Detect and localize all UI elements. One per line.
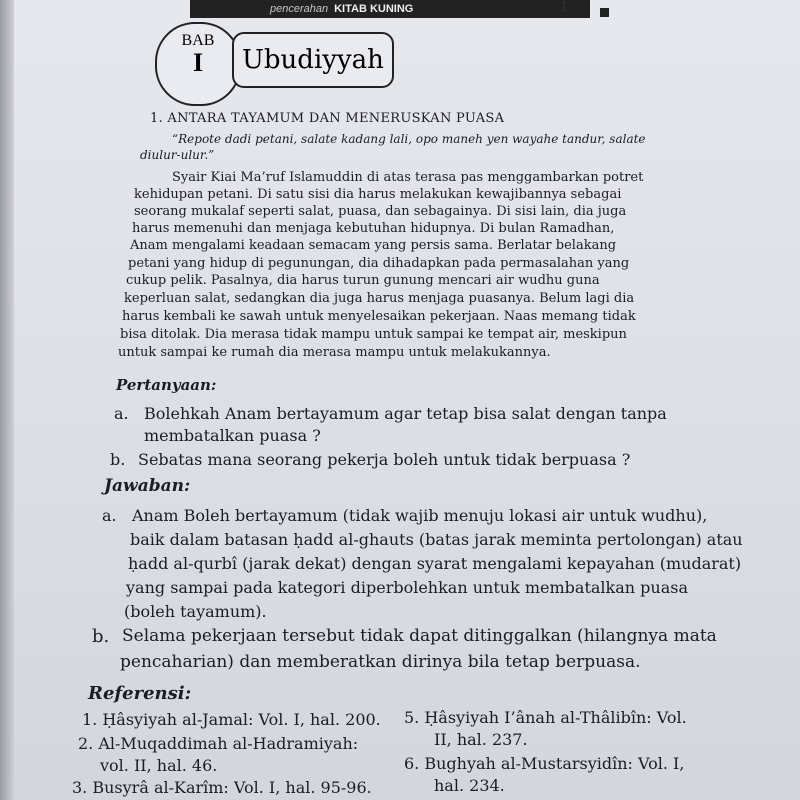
- reference-item: 1. Ḥâsyiyah al-Jamal: Vol. I, hal. 200.: [82, 710, 381, 729]
- chapter-number: I: [192, 48, 204, 77]
- reference-item: 3. Busyrâ al-Karîm: Vol. I, hal. 95-96.: [72, 778, 372, 797]
- paragraph-line: untuk sampai ke rumah dia merasa mampu untuk melakukannya.: [118, 345, 551, 360]
- quote-line: diulur-ulur.”: [140, 148, 215, 162]
- reference-item: 2. Al-Muqaddimah al-Hadramiyah:: [78, 734, 359, 753]
- paragraph-line: Anam mengalami keadaan semacam yang persis sama. Berlatar belakang: [130, 238, 617, 253]
- questions-label: Pertanyaan:: [116, 376, 217, 394]
- answers-label: Jawaban:: [104, 476, 191, 496]
- question-b-marker: b.: [110, 450, 126, 469]
- reference-item: 6. Bughyah al-Mustarsyidîn: Vol. I,: [404, 754, 685, 773]
- answer-b-line: pencaharian) dan memberatkan dirinya bila tetap berpuasa.: [120, 652, 641, 672]
- answer-a-line: yang sampai pada kategori diperbolehkan untuk membatalkan puasa: [126, 578, 688, 597]
- chapter-bab-label: BAB: [181, 32, 215, 49]
- references-label: Referensi:: [88, 683, 192, 704]
- chapter-number-box: [155, 22, 241, 106]
- answer-a-line: Anam Boleh bertayamum (tidak wajib menuju lokasi air untuk wudhu),: [132, 506, 708, 525]
- answer-b-marker: b.: [92, 626, 110, 647]
- section-title: 1. ANTARA TAYAMUM DAN MENERUSKAN PUASA: [150, 111, 505, 126]
- answer-b-line: Selama pekerjaan tersebut tidak dapat ditinggalkan (hilangnya mata: [122, 626, 717, 646]
- answer-a-line: ḥadd al-qurbî (jarak dekat) dengan syarat mengalami kepayahan (mudarat): [128, 554, 742, 573]
- paragraph-line: seorang mukalaf seperti salat, puasa, dan sebagainya. Di sisi lain, dia juga: [134, 204, 627, 219]
- reference-item: II, hal. 237.: [434, 730, 528, 749]
- header-square-ornament: [600, 8, 609, 17]
- chapter-title: Ubudiyyah: [232, 32, 394, 88]
- header-title: KITAB KUNING: [334, 3, 414, 15]
- page-number: 1: [560, 0, 569, 15]
- question-b-line: Sebatas mana seorang pekerja boleh untuk tidak berpuasa ?: [138, 450, 631, 469]
- answer-a-line: baik dalam batasan ḥadd al-ghauts (batas jarak meminta pertolongan) atau: [130, 530, 743, 549]
- answer-a-marker: a.: [102, 506, 117, 525]
- paragraph-line: Syair Kiai Ma’ruf Islamuddin di atas terasa pas menggambarkan potret: [172, 170, 644, 185]
- paragraph-line: kehidupan petani. Di satu sisi dia harus melakukan kewajibannya sebagai: [134, 187, 622, 202]
- reference-item: vol. II, hal. 46.: [100, 756, 218, 775]
- question-a-line: Bolehkah Anam bertayamum agar tetap bisa salat dengan tanpa: [144, 404, 667, 423]
- paragraph-line: cukup pelik. Pasalnya, dia harus turun gunung mencari air wudhu guna: [126, 273, 600, 288]
- paragraph-line: bisa ditolak. Dia merasa tidak mampu untuk sampai ke tempat air, meskipun: [120, 327, 627, 342]
- quote-line: “Repote dadi petani, salate kadang lali, opo maneh yen wayahe tandur, salate: [172, 132, 646, 146]
- reference-item: 5. Ḥâsyiyah I’ânah al-Thâlibîn: Vol.: [404, 708, 687, 727]
- question-a-line: membatalkan puasa ?: [144, 426, 321, 445]
- paragraph-line: keperluan salat, sedangkan dia juga harus menjaga puasanya. Belum lagi dia: [124, 291, 635, 306]
- reference-item: hal. 234.: [434, 776, 505, 795]
- running-header: [190, 0, 590, 18]
- question-a-marker: a.: [114, 404, 129, 423]
- paragraph-line: petani yang hidup di pegunungan, dia dihadapkan pada permasalahan yang: [128, 256, 630, 271]
- paragraph-line: harus memenuhi dan menjaga kebutuhan hidupnya. Di bulan Ramadhan,: [132, 221, 615, 236]
- header-brand: pencerahan: [270, 3, 329, 15]
- answer-a-line: (boleh tayamum).: [124, 602, 267, 621]
- book-spine-shadow: [0, 0, 14, 800]
- paragraph-line: harus kembali ke sawah untuk menyelesaikan pekerjaan. Naas memang tidak: [122, 309, 636, 324]
